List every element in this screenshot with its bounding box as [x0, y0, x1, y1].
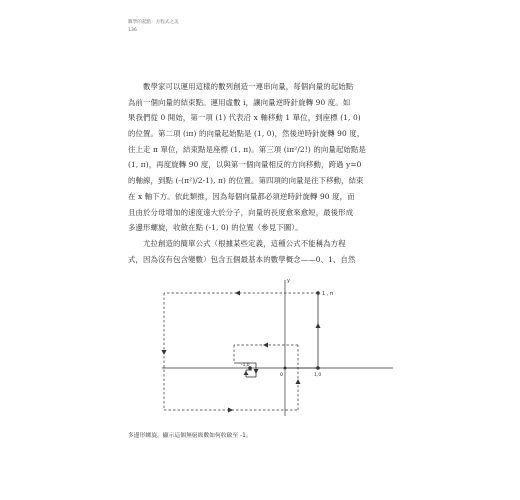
label-one: 1,0 [314, 373, 322, 378]
text-line: 果我們從 0 開始，第一項 (1) 代表沿 x 軸移動 1 單位，到座標 (1, 0) [128, 113, 361, 123]
label-origin: 0 [280, 373, 283, 378]
arrow-down-icon [162, 350, 167, 355]
point-one [316, 366, 320, 370]
spiral-dashed-path [164, 293, 318, 410]
text-line: 在 x 軸下方。依此類推，因為每個向量都必須逆時針旋轉 90 度，而 [128, 191, 355, 201]
text-line: (1, π)，再度旋轉 90 度，以與第一個向量相反的方向移動，跨過 y=0 [128, 160, 362, 170]
arrow-down-icon [254, 369, 259, 374]
marked-points [248, 291, 320, 370]
point-origin [284, 367, 287, 370]
spiral-diagram [128, 268, 398, 418]
running-title: 數學的起點：方程式之美 [128, 20, 179, 25]
arrow-left-icon [235, 291, 240, 296]
text-line: 數學家可以運用這樣的數列創造一連串向量，每個向量的起始點 [143, 82, 354, 91]
text-line: 的軸線，到點 (-(π²)/2-1), π) 的位置。第四項的向量是往下移動，結束 [128, 176, 364, 186]
point-1-pi [316, 291, 320, 295]
figure-caption: 多邊形螺旋，顯示這個無窮級數如何收斂至 -1。 [128, 433, 252, 439]
body-text [128, 79, 394, 267]
text-line: 往上走 π 單位，結束點是座標 (1, π)。第三項 (iπ²/2!) 的向量起始點是 [128, 144, 366, 154]
y-axis-label: y [287, 278, 290, 284]
text-line: 尤拉創造的簡單公式（根據某些定義，這種公式不能稱為方程 [143, 238, 346, 248]
text-line: 為前一個向量的結束點。運用虛數 i，讓向量逆時針旋轉 90 度。如 [128, 97, 351, 107]
arrow-up-icon [244, 371, 249, 375]
arrow-up-icon [296, 379, 301, 384]
text-line: 的位置。第二項 (iπ) 的向量起始點是 (1, 0)，然後逆時針旋轉 90 度， [128, 129, 365, 139]
running-header [128, 19, 179, 35]
label-1-pi: 1 , π [322, 291, 333, 297]
arrowheads [162, 291, 321, 413]
arrow-right-icon [228, 408, 233, 413]
polygon-spiral-figure [128, 268, 398, 418]
page-number: 136 [128, 28, 137, 33]
text-line: 多邊形螺旋，收斂在點 (-1, 0) 的位置（參見下圖）。 [128, 223, 303, 233]
text-line: 且由於分母增加的速度遠大於分子，向量的長度愈來愈短，最後形成 [128, 207, 354, 217]
label-neg1: -1,0 [241, 363, 250, 368]
arrow-left-icon [263, 343, 268, 348]
text-line: 式，因為沒有包含變數）包含五個最基本的數學概念——0、1、自然 [128, 254, 356, 264]
arrow-up-icon [316, 323, 321, 328]
